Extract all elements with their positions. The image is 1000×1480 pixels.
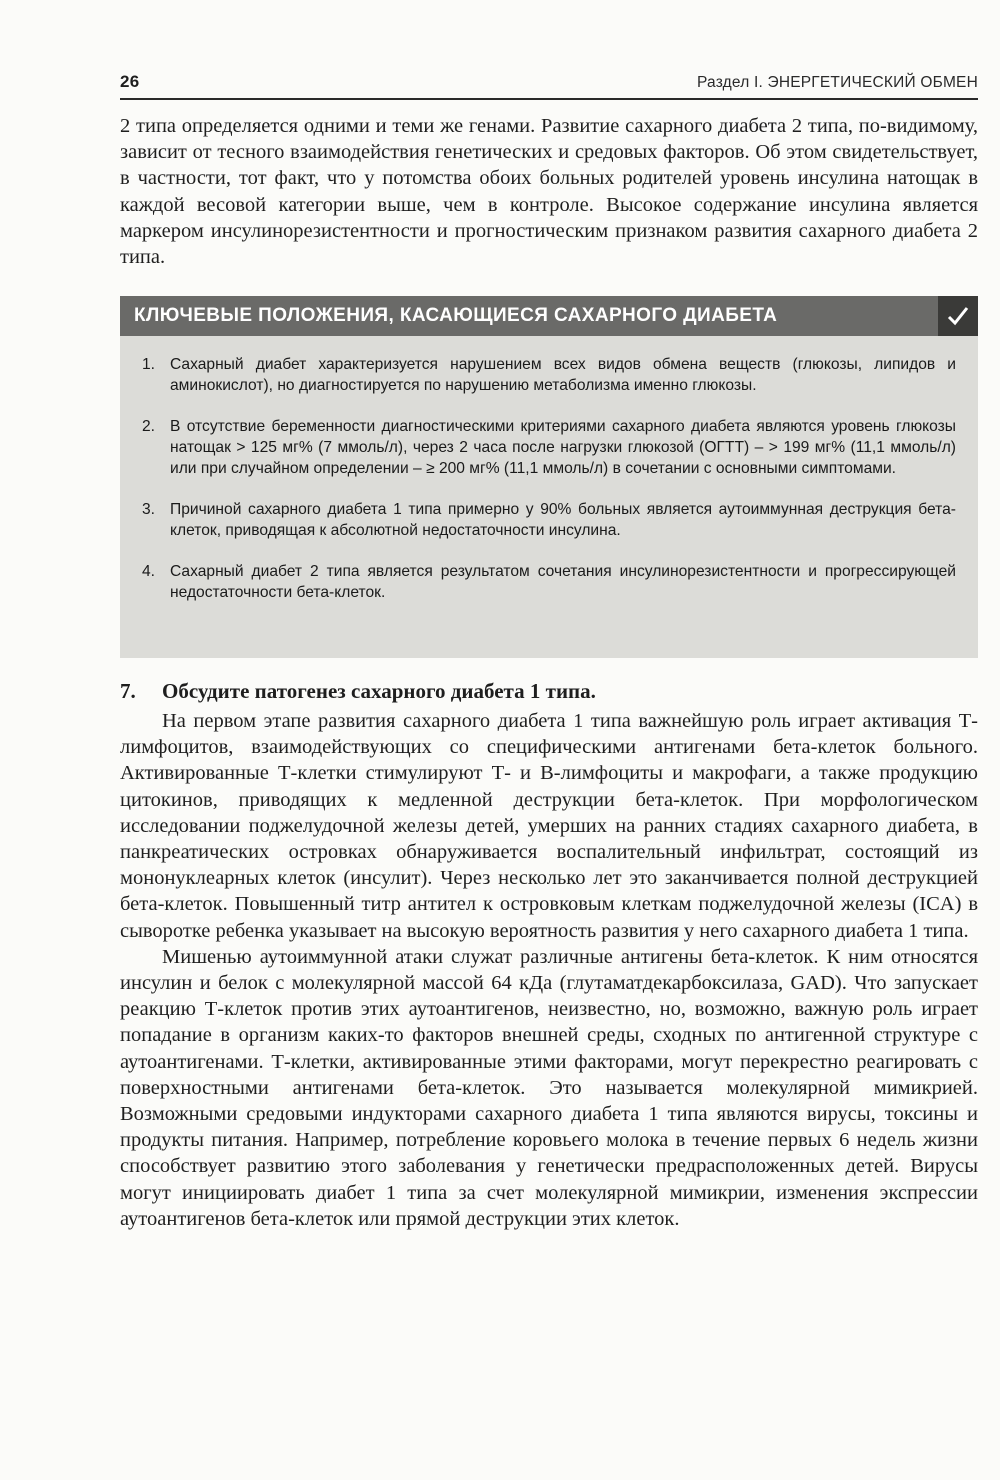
key-point-number: 1. (142, 356, 156, 373)
intro-paragraph (120, 113, 978, 270)
key-points-list (120, 354, 978, 623)
intro-text: 2 типа определяется одними и теми же генами. Развитие сахарного диабета 2 типа, по-видимому, зависит от тесного взаимодействия генетических и средовых факторов. Об этом свидетельствует, в частности, тот факт, что у потомства обоих больных родителей уровень инсулина натощак в каждой весовой категории выше, чем в контроле. Высокое содержание инсулина является маркером инсулинорезистентности и прогностическим признаком развития сахарного диабета 2 типа. (120, 115, 978, 269)
key-point-item (120, 561, 978, 603)
section-number: 7. (120, 679, 136, 703)
key-point-number: 3. (142, 501, 156, 518)
key-points-header (120, 296, 978, 336)
section-paragraph-2: Мишенью аутоиммунной атаки служат различные антигены бета-клеток. К ним относятся инсулин и белок с молекулярной массой 64 кДа (глутаматдекарбоксилаза, GAD). Что запускает реакцию Т-клеток против этих аутоантигенов, неизвестно, но, возможно, важную роль играет попадание в организм каких-то факторов внешней среды, сходных по антигенной структуре с аутоантигенами. Т-клетки, активированные этими факторами, могут перекрестно реагировать с поверхностными антигенами бета-клеток. Это называется молекулярной мимикрией. Возможными средовыми индукторами сахарного диабета 1 типа являются вирусы, токсины и продукты питания. Например, потребление коровьего молока в течение первых 6 недель жизни способствует развитию этого заболевания у генетически предрасположенных детей. Вирусы могут инициировать диабет 1 типа за счет молекулярной мимикрии, изменения экспрессии аутоантигенов бета-клеток или прямой деструкции этих клеток. (120, 945, 978, 1230)
key-point-item (120, 354, 978, 396)
section-7 (120, 678, 978, 1232)
key-point-text: В отсутствие беременности диагностическими критериями сахарного диабета являются уровень глюкозы натощак > 125 мг% (7 ммоль/л), через 2 часа после нагрузки глюкозой (ОГТТ) – > 199 мг% (11,1 ммоль/л) или при случайном определении – ≥ 200 мг% (11,1 ммоль/л) в сочетании с основными симптомами. (170, 418, 956, 477)
key-point-item (120, 499, 978, 541)
key-points-box (120, 296, 978, 658)
key-point-text: Причиной сахарного диабета 1 типа примерно у 90% больных является аутоиммунная деструкция бета-клеток, приводящая к абсолютной недостаточности инсулина. (170, 501, 956, 539)
key-point-item (120, 416, 978, 479)
key-point-number: 2. (142, 418, 156, 435)
key-point-text: Сахарный диабет характеризуется нарушением всех видов обмена веществ (глюкозы, липидов и аминокислот), но диагностируется по нарушению метаболизма именно глюкозы. (170, 356, 956, 394)
section-heading (120, 678, 978, 704)
section-paragraph-1: На первом этапе развития сахарного диабета 1 типа важнейшую роль играет активация Т-лимфоцитов, взаимодействующих со специфическими антигенами бета-клеток больного. Активированные Т-клетки стимулируют Т- и В-лимфоциты и макрофаги, а также продукцию цитокинов, приводящих к медленной деструкции бета-клеток. При морфологическом исследовании поджелудочной железы детей, умерших на ранних стадиях сахарного диабета, в панкреатических островках обнаруживается воспалительный инфильтрат, состоящий из мононуклеарных клеток (инсулит). Через несколько лет это заканчивается полной деструкцией бета-клеток. Повышенный титр антител к островковым клеткам поджелудочной железы (ICA) в сыворотке ребенка указывает на высокую вероятность развития у него сахарного диабета 1 типа. (120, 710, 978, 942)
page-number: 26 (120, 72, 140, 91)
section-title: Обсудите патогенез сахарного диабета 1 типа. (162, 679, 596, 703)
checkmark-icon (938, 296, 978, 336)
key-points-title: КЛЮЧЕВЫЕ ПОЛОЖЕНИЯ, КАСАЮЩИЕСЯ САХАРНОГО ДИАБЕТА (134, 305, 778, 326)
running-header (120, 64, 978, 100)
key-point-number: 4. (142, 563, 156, 580)
key-point-text: Сахарный диабет 2 типа является результатом сочетания инсулинорезистентности и прогрессирующей недостаточности бета-клеток. (170, 563, 956, 601)
section-label: Раздел I. ЭНЕРГЕТИЧЕСКИЙ ОБМЕН (697, 74, 978, 91)
